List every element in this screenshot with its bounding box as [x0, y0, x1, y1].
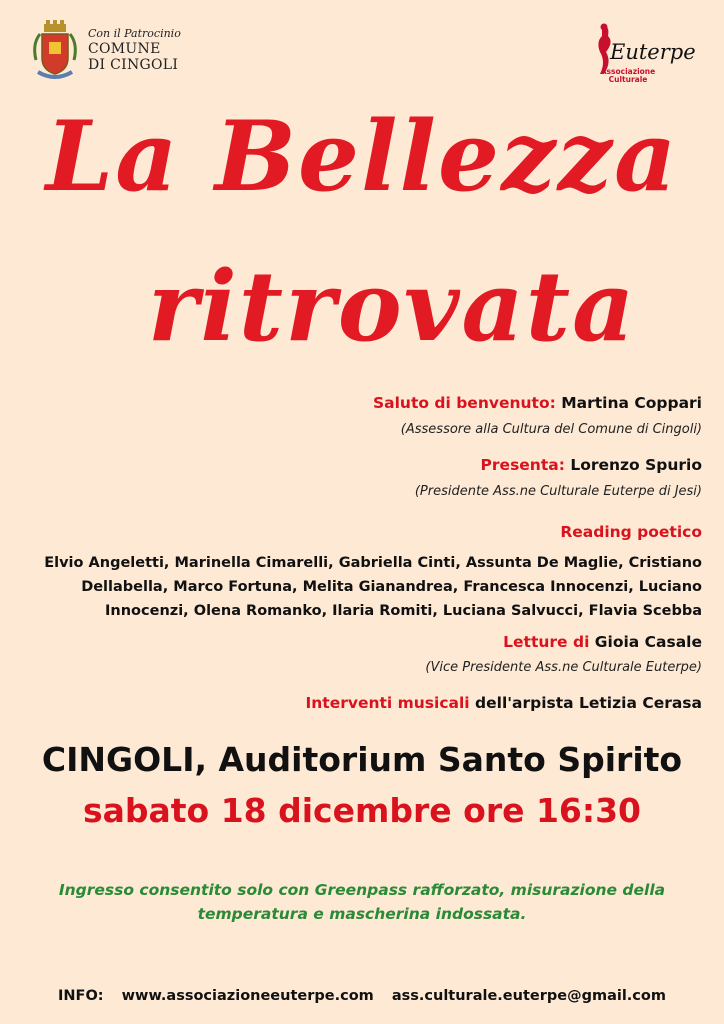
covid-notice — [30, 878, 694, 926]
readings-name: Gioia Casale — [594, 633, 702, 651]
readings-role: (Vice Presidente Ass.ne Culturale Euterpe) — [425, 660, 702, 675]
music-text: dell'arpista Letizia Cerasa — [475, 694, 702, 712]
music-label: Interventi musicali — [305, 694, 470, 712]
readers-list — [22, 551, 702, 623]
info-label: INFO: — [58, 988, 104, 1004]
euterpe-logo-subtitle: Associazione Culturale — [600, 67, 656, 85]
info-website-link[interactable]: www.associazioneeuterpe.com — [121, 988, 374, 1004]
readings-credit — [503, 633, 702, 651]
notice-line1: Ingresso consentito solo con Greenpass rafforzato, misurazione della — [58, 881, 666, 899]
info-footer — [0, 988, 724, 1004]
municipal-crest-icon — [30, 20, 80, 84]
municipality-line2: DI CINGOLI — [88, 56, 179, 73]
presenter-label: Presenta: — [480, 456, 565, 474]
reading-label: Reading poetico — [560, 523, 702, 541]
event-date: sabato 18 dicembre ore 16:30 — [82, 791, 642, 830]
event-title-line1: La Bellezza — [45, 100, 679, 213]
presenter-name: Lorenzo Spurio — [570, 456, 702, 474]
event-place: CINGOLI, Auditorium Santo Spirito — [41, 740, 683, 779]
info-email-link[interactable]: ass.culturale.euterpe@gmail.com — [391, 988, 666, 1004]
readers-line3: Innocenzi, Olena Romanko, Ilaria Romiti, Luciana Salvucci, Flavia Scebba — [105, 603, 702, 619]
readers-line1: Elvio Angeletti, Marinella Cimarelli, Gabriella Cinti, Assunta De Maglie, Cristiano — [44, 555, 702, 571]
notice-line2: temperatura e mascherina indossata. — [197, 905, 527, 923]
readers-line2: Dellabella, Marco Fortuna, Melita Gianandrea, Francesca Innocenzi, Luciano — [81, 579, 702, 595]
readings-label: Letture di — [503, 633, 590, 651]
patronage-block — [88, 28, 181, 73]
music-credit — [305, 694, 702, 712]
welcome-role: (Assessore alla Cultura del Comune di Cingoli) — [400, 422, 702, 437]
welcome-name: Martina Coppari — [561, 394, 702, 412]
welcome-credit — [373, 394, 702, 412]
euterpe-logo-text: Euterpe — [610, 40, 696, 64]
presenter-role: (Presidente Ass.ne Culturale Euterpe di Jesi) — [414, 484, 702, 499]
municipality-line1: COMUNE — [88, 40, 161, 57]
presenter-credit — [481, 456, 702, 474]
event-title-line2: ritrovata — [147, 250, 637, 363]
welcome-label: Saluto di benvenuto: — [372, 394, 556, 412]
patronage-text: Con il Patrocinio — [88, 27, 181, 40]
